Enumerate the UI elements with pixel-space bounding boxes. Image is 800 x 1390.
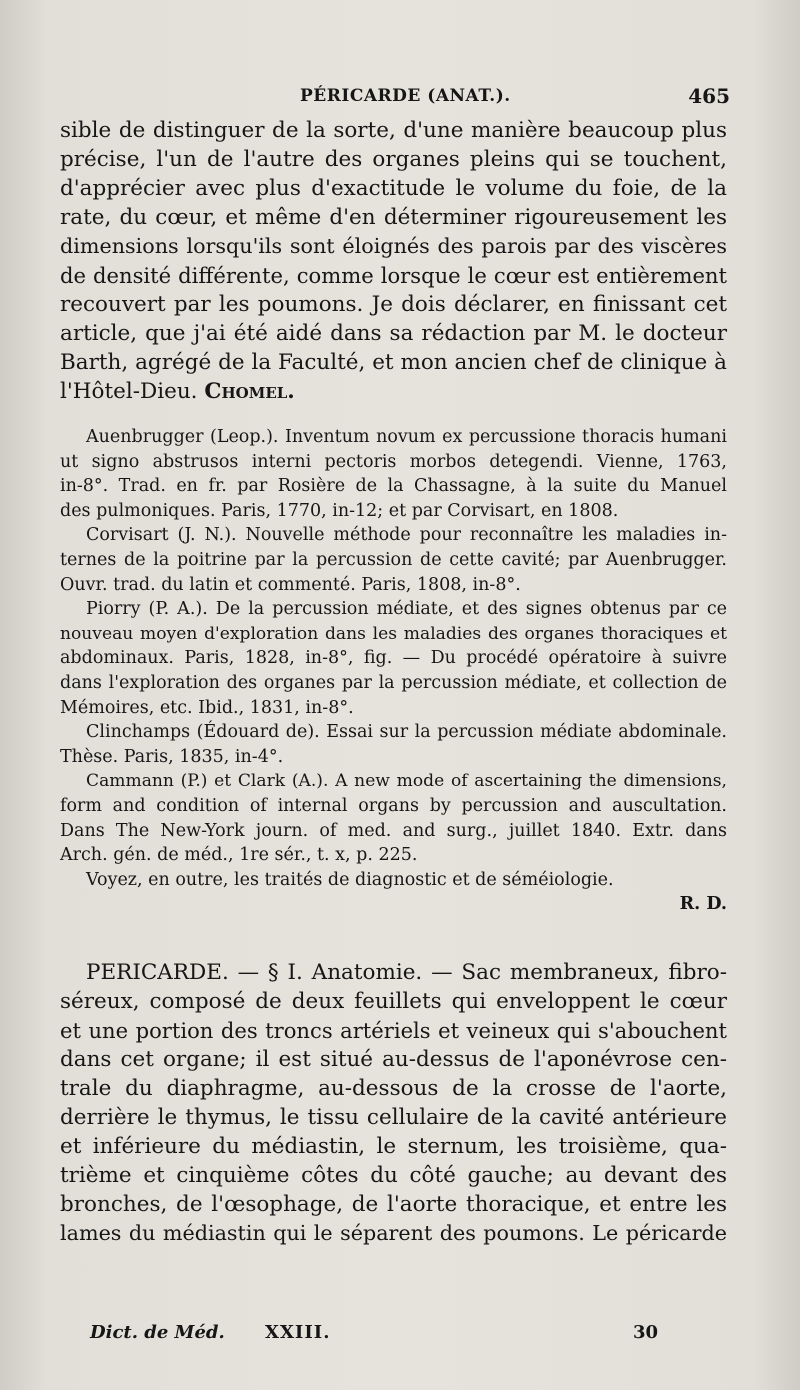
biblio-line: des pulmoniques. Paris, 1770, in-12; et par Corvisart, en 1808. xyxy=(60,500,619,521)
biblio-line: Dans The New-York journ. of med. and surg., juillet 1840. Extr. dans xyxy=(60,820,727,841)
text-line: lames du médiastin qui le séparent des poumons. Le péricarde xyxy=(60,1221,727,1245)
text-line: et inférieure du médiastin, le sternum, les troisième, qua- xyxy=(60,1134,727,1159)
text-line: séreux, composé de deux feuillets qui enveloppent le cœur xyxy=(60,989,727,1014)
biblio-line: Corvisart (J. N.). Nouvelle méthode pour reconnaître les maladies in- xyxy=(86,525,727,546)
text-line: derrière le thymus, le tissu cellulaire de la cavité antérieure xyxy=(60,1105,727,1130)
biblio-line: Clinchamps (Édouard de). Essai sur la percussion médiate abdominale. xyxy=(86,722,727,743)
biblio-line: dans l'exploration des organes par la percussion médiate, et collection de xyxy=(60,672,727,693)
text-line: de densité différente, comme lorsque le cœur est entièrement xyxy=(60,263,727,288)
author-signature: Chomel. xyxy=(204,379,295,404)
biblio-line: ternes de la poitrine par la percussion de cette cavité; par Auenbrugger. xyxy=(60,549,727,570)
page-footer xyxy=(90,1322,730,1352)
biblio-line: Piorry (P. A.). De la percussion médiate, et des signes obtenus par ce xyxy=(86,599,727,620)
text-line: recouvert par les poumons. Je dois déclarer, en finissant cet xyxy=(60,292,727,317)
biblio-line: Cammann (P.) et Clark (A.). A new mode of ascertaining the dimensions, xyxy=(86,771,727,792)
text-line: sible de distinguer de la sorte, d'une manière beaucoup plus xyxy=(60,118,727,143)
text-line: dans cet organe; il est situé au-dessus de l'aponévrose cen- xyxy=(60,1047,727,1072)
page-header xyxy=(60,84,730,114)
footer-volume: XXIII. xyxy=(265,1322,331,1343)
text-line: d'apprécier avec plus d'exactitude le volume du foie, de la xyxy=(60,176,727,201)
biblio-line: Arch. gén. de méd., 1re sér., t. x, p. 225. xyxy=(60,845,418,866)
text-line: rate, du cœur, et même d'en déterminer rigoureusement les xyxy=(60,205,727,230)
biblio-line: Thèse. Paris, 1835, in-4°. xyxy=(60,746,284,767)
text-line: trale du diaphragme, au-dessous de la crosse de l'aorte, xyxy=(60,1076,727,1101)
footer-signature-mark: 30 xyxy=(633,1322,659,1343)
biblio-line: Auenbrugger (Leop.). Inventum novum ex percussione thoracis humani xyxy=(86,427,727,447)
text-line: et une portion des troncs artériels et veineux qui s'abouchent xyxy=(60,1018,727,1043)
text-line: article, que j'ai été aidé dans sa rédaction par M. le docteur xyxy=(60,321,727,346)
biblio-line: ut signo abstrusos interni pectoris morbos detegendi. Vienne, 1763, xyxy=(60,451,727,472)
signature-line xyxy=(60,377,727,406)
text-line: l'Hôtel-Dieu. xyxy=(60,379,198,404)
author-initials: R. D. xyxy=(679,894,727,915)
page-number: 465 xyxy=(688,84,730,108)
text-line: trième et cinquième côtes du côté gauche; au devant des xyxy=(60,1163,727,1188)
running-head: PÉRICARDE (ANAT.). xyxy=(300,86,511,106)
biblio-line: in-8°. Trad. en fr. par Rosière de la Chassagne, à la suite du Manuel xyxy=(60,476,727,497)
closing-paragraph xyxy=(60,116,727,406)
text-line: bronches, de l'œsophage, de l'aorte thoracique, et entre les xyxy=(60,1192,727,1217)
biblio-line: abdominaux. Paris, 1828, in-8°, fig. — Du procédé opératoire à suivre xyxy=(60,648,727,669)
biblio-line: form and condition of internal organs by percussion and auscultation. xyxy=(60,795,727,816)
biblio-line: Mémoires, etc. Ibid., 1831, in-8°. xyxy=(60,697,354,718)
text-line: dimensions lorsqu'ils sont éloignés des parois par des viscères xyxy=(60,234,727,258)
text-line: PERICARDE. — § I. Anatomie. — Sac membraneux, fibro- xyxy=(86,960,727,985)
footer-work-title: Dict. de Méd. xyxy=(90,1322,225,1343)
biblio-line: nouveau moyen d'exploration dans les maladies des organes thoraciques et xyxy=(60,623,727,644)
biblio-line: Voyez, en outre, les traités de diagnostic et de séméiologie. xyxy=(86,869,614,890)
text-line: Barth, agrégé de la Faculté, et mon ancien chef de clinique à xyxy=(60,350,727,375)
text-line: précise, l'un de l'autre des organes pleins qui se touchent, xyxy=(60,147,727,172)
biblio-line: Ouvr. trad. du latin et commenté. Paris, 1808, in-8°. xyxy=(60,574,521,595)
bibliography xyxy=(60,425,727,917)
pericarde-article xyxy=(60,958,727,1248)
